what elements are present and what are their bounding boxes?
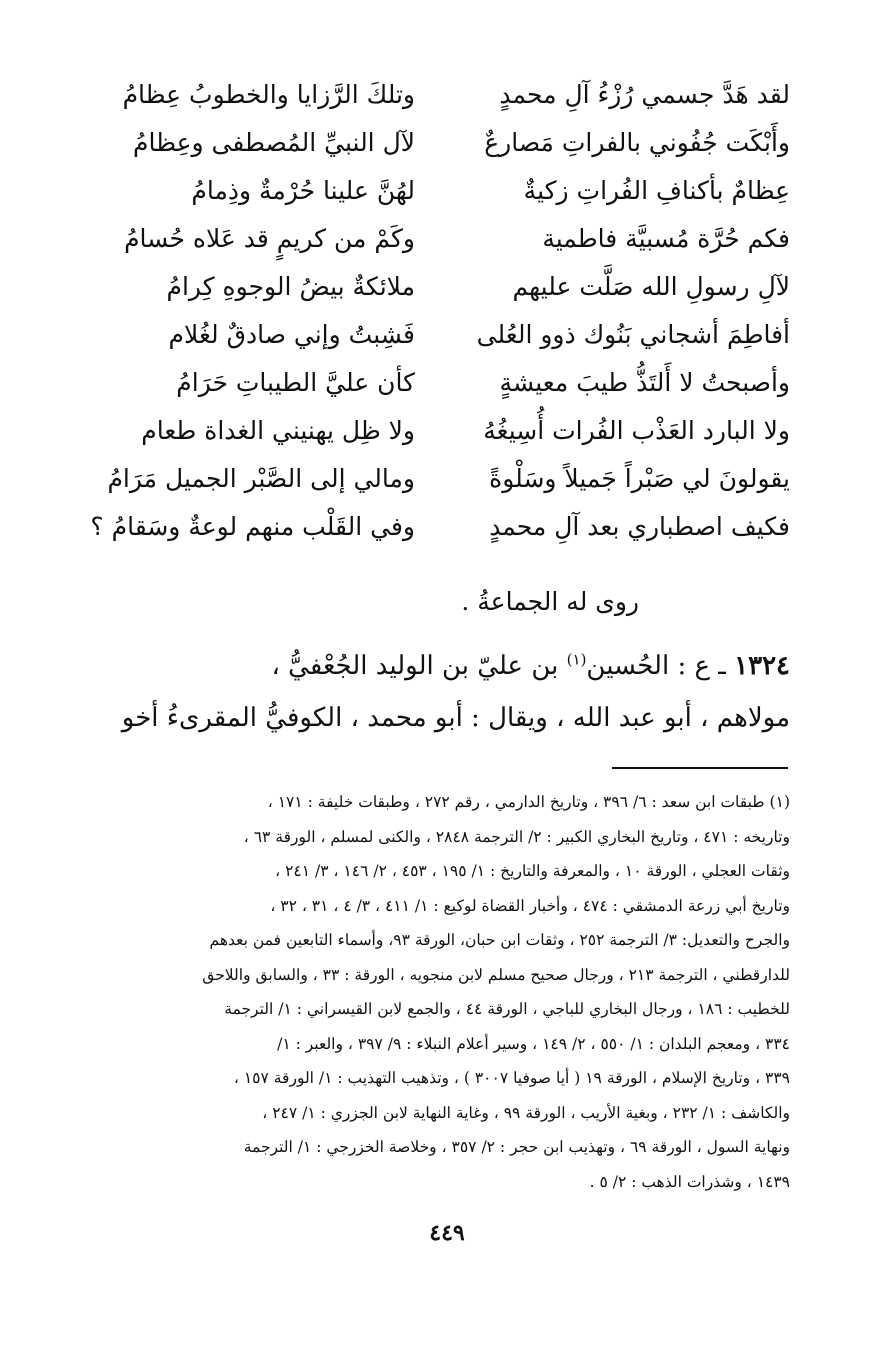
poem-verse [100,310,800,360]
poem-verse [100,70,800,120]
footnote-line: وثقات العجلي ، الورقة ١٠ ، والمعرفة والتاريخ : ١/ ١٩٥ ، ٤٥٣ ، ٢/ ١٤٦ ، ٣/ ٢٤١ ، [275,862,790,880]
entry-heading: ـ ع : الحُسين [586,651,726,681]
footnote-line: للخطيب : ١٨٦ ، ورجال البخاري للباجي ، الورقة ٤٤ ، والجمع لابن القيسراني : ١/ الترجمة [224,1000,790,1018]
verse-second-hemistich: فَشِبتُ وإني صادقٌ لغُلام [168,320,415,349]
verse-second-hemistich: ولا ظِل يهنيني الغداة طعام [141,416,415,445]
verse-first-hemistich: يقولونَ لي صَبْراً جَميلاً وسَلْوةً [489,464,790,493]
poem-verse [100,358,800,408]
page-number: ٤٤٩ [429,1220,465,1246]
footnote-line: وتاريخه : ٤٧١ ، وتاريخ البخاري الكبير : ٢/ الترجمة ٢٨٤٨ ، والكنى لمسلم ، الورقة ٦٣ ، [243,827,790,846]
biography-entry [100,640,790,744]
verse-second-hemistich: لهُنَّ علينا حُرْمةٌ وذِمامُ [191,176,415,205]
verse-first-hemistich: أفاطِمَ أشجاني بَنُوك ذوو العُلى [476,320,790,349]
footnote-line: ٣٣٩ ، وتاريخ الإسلام ، الورقة ١٩ ( أيا صوفيا ٣٠٠٧ ) ، وتذهيب التهذيب : ١/ الورقة ١٥٧ ، [233,1069,790,1087]
footnote-line: ٣٣٤ ، ومعجم البلدان : ١/ ٥٥٠ ، ٢/ ١٤٩ ، وسير أعلام النبلاء : ٩/ ٣٩٧ ، والعبر : ١/ [277,1034,790,1053]
entry-number: ١٣٢٤ [734,651,790,681]
poem-verse [100,262,800,312]
verse-second-hemistich: وتلكَ الرَّزايا والخطوبُ عِظامُ [122,80,415,109]
verse-first-hemistich: لآلِ رسولِ الله صَلَّت عليهم [512,272,790,301]
verse-second-hemistich: وكَمْ من كريمٍ قد عَلاه حُسامُ [124,224,415,253]
footnote-line: والجرح والتعديل: ٣/ الترجمة ٢٥٢ ، وثقات ابن حبان، الورقة ٩٣، وأسماء التابعين فمن بعدهم [209,931,790,949]
poem-verse [100,214,800,264]
verse-second-hemistich: كأن عليَّ الطيباتِ حَرَامُ [176,368,415,397]
verse-first-hemistich: عِظامٌ بأكنافِ الفُراتِ زكيةٌ [523,176,790,205]
poem-verse [100,454,800,504]
entry-line-1 [100,640,790,692]
verse-first-hemistich: فكيف اصطباري بعد آلِ محمدٍ [489,512,790,541]
poem-verse [100,118,800,168]
poem-verse [100,166,800,216]
verse-first-hemistich: ولا البارد العَذْب الفُرات أُسِيغُهُ [483,416,790,445]
verse-second-hemistich: لآل النبيِّ المُصطفى وعِظامُ [132,128,415,157]
footnote-line: (١) طبقات ابن سعد : ٦/ ٣٩٦ ، وتاريخ الدارمي ، رقم ٢٧٢ ، وطبقات خليفة : ١٧١ ، [267,793,790,811]
footnote-line: ونهاية السول ، الورقة ٦٩ ، وتهذيب ابن حجر : ٢/ ٣٥٧ ، وخلاصة الخزرجي : ١/ الترجمة [243,1138,790,1156]
poem-verse [100,406,800,456]
poem [90,70,800,570]
verse-first-hemistich: وأَبْكَت جُفُوني بالفراتِ مَصارعٌ [484,128,790,157]
entry-heading-tail: بن عليّ بن الوليد الجُعْفيُّ ، [271,651,559,681]
footnote-line: ١٤٣٩ ، وشذرات الذهب : ٢/ ٥ . [589,1172,790,1191]
footnote-line: والكاشف : ١/ ٢٣٢ ، وبغية الأريب ، الورقة ٩٩ ، وغاية النهاية لابن الجزري : ١/ ٢٤٧ ، [262,1103,790,1122]
verse-second-hemistich: وفي القَلْب منهم لوعةٌ وسَقامُ ؟ [90,512,415,541]
footnote-separator [612,767,788,769]
verse-second-hemistich: ومالي إلى الصَّبْر الجميل مَرَامُ [107,464,415,493]
footnote-line: وتاريخ أبي زرعة الدمشقي : ٤٧٤ ، وأخبار القضاة لوكيع : ١/ ٤١١ ، ٣/ ٤ ، ٣١ ، ٣٢ ، [270,896,790,915]
narration-line: روى له الجماعةُ . [461,587,639,616]
verse-first-hemistich: وأصبحتُ لا أَلتَذُّ طيبَ معيشةٍ [499,368,790,397]
entry-line-2: مولاهم ، أبو عبد الله ، ويقال : أبو محمد ، الكوفيُّ المقرىءُ أخو [121,703,790,733]
verse-first-hemistich: لقد هَدَّ جسمي رُزْءُ آلِ محمدٍ [499,80,790,109]
footnote-line: للدارقطني ، الترجمة ٢١٣ ، ورجال صحيح مسلم لابن منجويه ، الورقة : ٣٣ ، والسابق واللاحق [202,965,790,984]
poem-verse [90,502,800,552]
footnote-reference[interactable]: (١) [566,650,587,669]
verse-second-hemistich: ملائكةٌ بيضُ الوجوهِ كِرامُ [166,272,415,301]
verse-first-hemistich: فكم حُرَّة مُسبيَّة فاطمية [542,224,790,253]
footnotes [100,785,790,1199]
